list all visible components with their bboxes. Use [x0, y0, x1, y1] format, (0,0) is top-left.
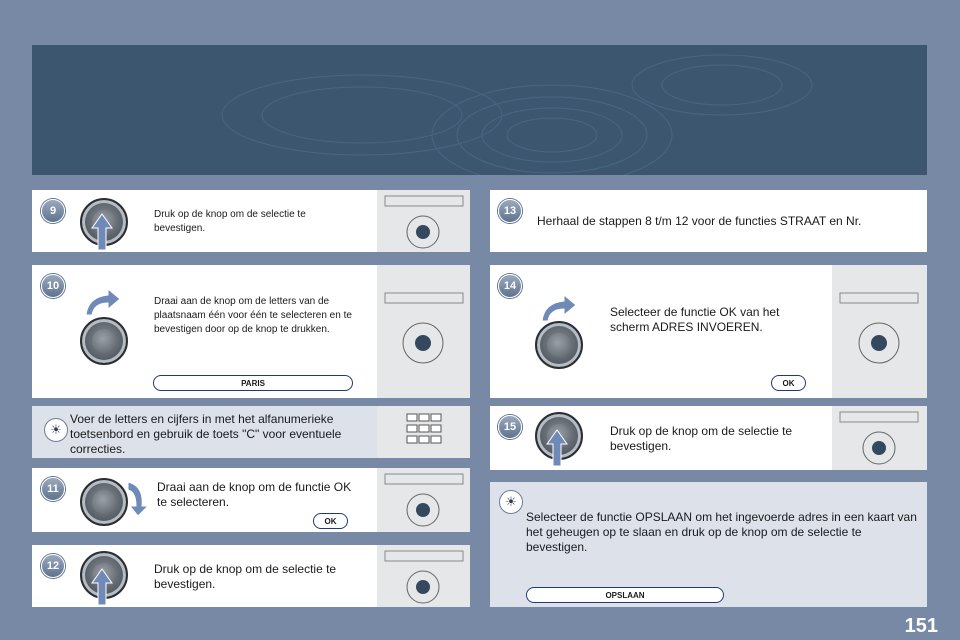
arrow-up-icon	[90, 567, 114, 607]
lightbulb-icon: ☀	[44, 418, 68, 442]
pill-paris: PARIS	[153, 375, 353, 391]
step-text-15: Druk op de knop om de selectie te bevestigen.	[610, 424, 793, 453]
rotary-knob	[80, 317, 128, 365]
step-text-12: Druk op de knop om de selectie te bevestigen.	[154, 562, 337, 591]
tip-card-1	[32, 406, 470, 458]
step-badge-13: 13	[498, 199, 522, 223]
control-panel-image	[832, 265, 927, 398]
step-card-14	[490, 265, 927, 398]
step-text-10: Draai aan de knop om de letters van de plaatsnaam één voor één te selecteren en te bevestigen door op de knop te drukken.	[154, 296, 352, 335]
step-badge-10: 10	[41, 274, 65, 298]
step-text-11: Draai aan de knop om de functie OK te selecteren.	[157, 480, 352, 509]
pill-opslaan: OPSLAAN	[526, 587, 724, 603]
step-text-13: Herhaal de stappen 8 t/m 12 voor de functies STRAAT en Nr.	[537, 214, 862, 228]
step-card-9	[32, 190, 470, 252]
tip-card-2	[490, 482, 927, 607]
curved-arrow-icon	[126, 478, 152, 518]
lightbulb-icon: ☀	[499, 490, 523, 514]
step-text-9: Druk op de knop om de selectie te bevestigen.	[154, 209, 306, 234]
rotary-knob	[535, 321, 583, 369]
control-panel-image	[377, 545, 470, 607]
curved-arrow-icon	[538, 293, 578, 323]
step-card-12	[32, 545, 470, 607]
step-card-10	[32, 265, 470, 398]
header-map-banner	[32, 45, 927, 175]
rotary-knob	[80, 478, 128, 526]
page-number: 151	[904, 615, 938, 637]
topographic-pattern	[32, 45, 927, 175]
tip-text-1: Voer de letters en cijfers in met het alfanumerieke toetsenbord en gebruik de toets "C" voor eventuele correcties.	[70, 412, 342, 456]
control-panel-image	[377, 468, 470, 532]
curved-arrow-icon	[82, 287, 122, 317]
step-badge-9: 9	[41, 199, 65, 223]
tip-text-2: Selecteer de functie OPSLAAN om het ingevoerde adres in een kaart van het geheugen op te slaan en druk op de knop om de selectie te bevestigen.	[526, 510, 917, 554]
arrow-up-icon	[90, 212, 114, 252]
control-panel-image	[377, 190, 470, 252]
step-badge-11: 11	[41, 477, 65, 501]
step-card-11	[32, 468, 470, 532]
arrow-up-icon	[545, 428, 569, 468]
step-badge-14: 14	[498, 274, 522, 298]
control-panel-image	[832, 406, 927, 470]
pill-ok: OK	[771, 375, 806, 391]
pill-ok: OK	[313, 513, 348, 529]
step-card-15	[490, 406, 927, 470]
control-panel-image	[377, 265, 470, 398]
step-card-13	[490, 190, 927, 252]
keypad-image	[377, 406, 470, 458]
step-badge-15: 15	[498, 415, 522, 439]
step-badge-12: 12	[41, 554, 65, 578]
step-text-14: Selecteer de functie OK van het scherm ADRES INVOEREN.	[610, 305, 780, 334]
